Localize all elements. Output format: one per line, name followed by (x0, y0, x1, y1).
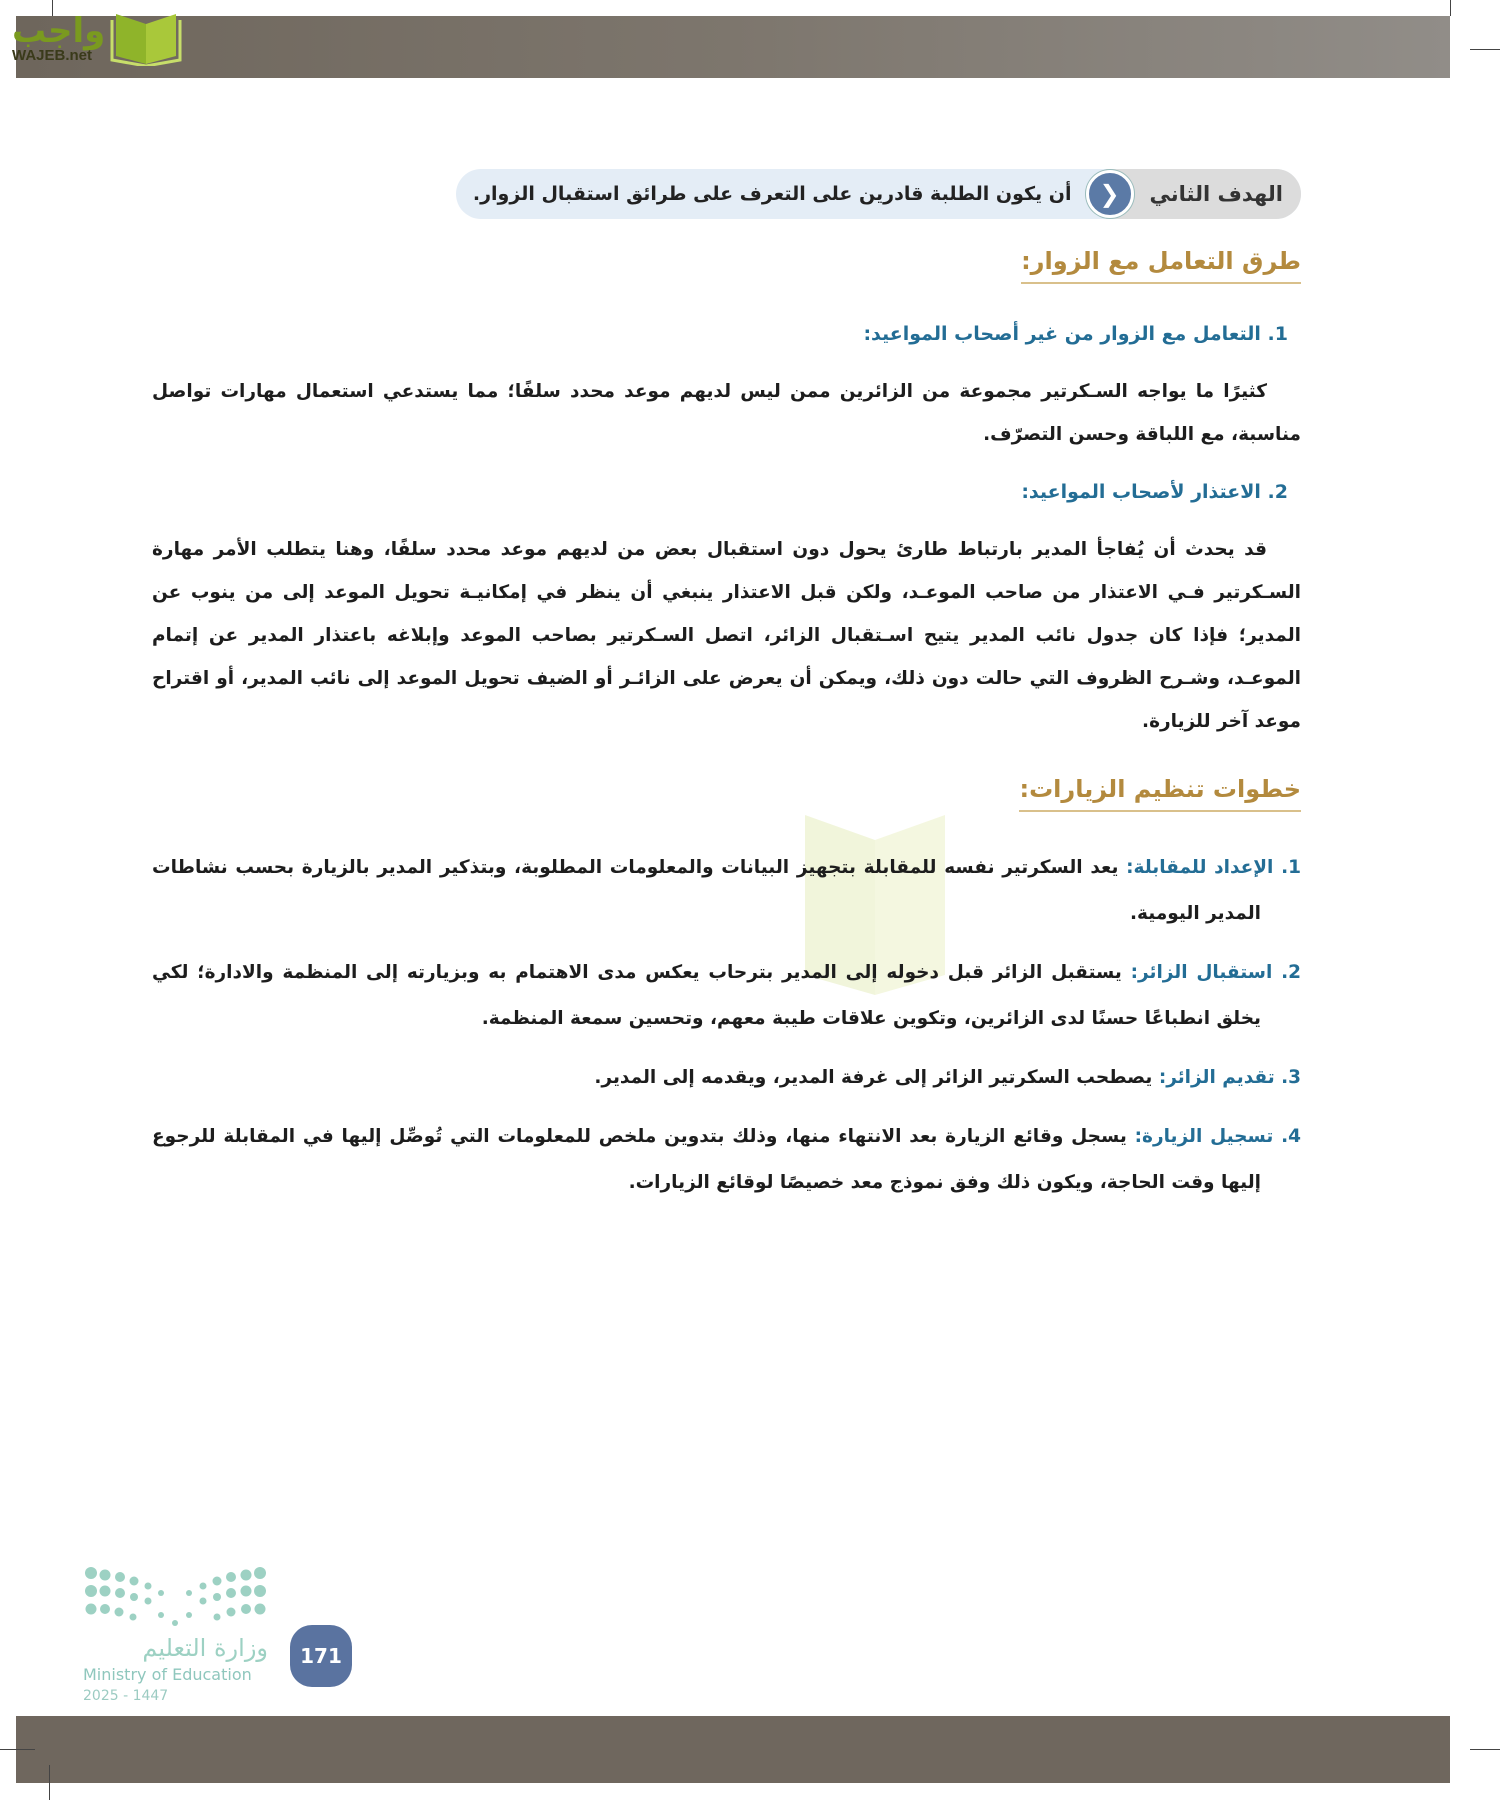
arrow-left-icon: ❮ (1086, 170, 1134, 218)
step-item (152, 845, 1301, 937)
step-key: 1. الإعداد للمقابلة: (1126, 857, 1301, 878)
step-text: يسجل وقائع الزيارة بعد الانتهاء منها، وذلك بتدوين ملخص للمعلومات التي تُوصِّل إليها في المقابلة للرجوع إليها وقت الحاجة، ويكون ذلك وفق نموذج معد خصيصًا لوقائع الزيارات. (152, 1126, 1261, 1193)
subheading: 2. الاعتذار لأصحاب المواعيد: (1021, 481, 1288, 503)
svg-text:واجب: واجب (12, 11, 106, 51)
svg-text:WAJEB.net: WAJEB.net (12, 47, 93, 64)
step-key: 4. تسجيل الزيارة: (1134, 1126, 1301, 1147)
step-item (152, 1114, 1301, 1206)
header-bar (16, 16, 1450, 78)
step-item (152, 1055, 1301, 1101)
main-content (152, 246, 1301, 1206)
crop-mark (1470, 49, 1500, 50)
crop-mark (1450, 0, 1451, 16)
goal-text: أن يكون الطلبة قادرين على التعرف على طرائق استقبال الزوار. (472, 183, 1072, 205)
ministry-name-en: Ministry of Education (83, 1665, 252, 1684)
edition-year: 2025 - 1447 (83, 1688, 169, 1704)
wajeb-logo (8, 4, 193, 66)
footer-bar (16, 1716, 1450, 1783)
step-item (152, 950, 1301, 1042)
step-text: يعد السكرتير نفسه للمقابلة بتجهيز البيانات والمعلومات المطلوبة، وبتذكير المدير بالزيارة بحسب نشاطات المدير اليومية. (152, 857, 1261, 924)
crop-mark (49, 1765, 50, 1800)
paragraph: كثيرًا ما يواجه السـكرتير مجموعة من الزائرين ممن ليس لديهم موعد محدد سلفًا؛ مما يستدعي استعمال مهارات تواصل مناسبة، مع اللباقة وحسن التصرّف. (152, 381, 1301, 445)
learning-goal-banner (456, 169, 1301, 219)
section-title: خطوات تنظيم الزيارات: (1019, 774, 1301, 812)
section-title: طرق التعامل مع الزوار: (1021, 246, 1301, 284)
step-key: 2. استقبال الزائر: (1130, 962, 1301, 983)
ministry-logo (83, 1563, 268, 1633)
step-text: يصطحب السكرتير الزائر إلى غرفة المدير، ويقدمه إلى المدير. (594, 1067, 1153, 1088)
goal-label: الهدف الثاني (1106, 169, 1301, 219)
paragraph: قد يحدث أن يُفاجأ المدير بارتباط طارئ يحول دون استقبال بعض من لديهم موعد محدد سلفًا، وهنا يتطلب الأمر مهارة السـكرتير فـي الاعتذار من صاحب الموعـد، ولكن قبل الاعتذار ينبغي أن ينظر في إمكانيـة تحويل الموعد إلى من ينوب عن المدير؛ فإذا كان جدول نائب المدير يتيح اسـتقبال الزائر، اتصل السـكرتير بصاحب الموعد وإبلاغه باعتذار المدير عن إتمام الموعـد، وشـرح الظروف التي حالت دون ذلك، ويمكن أن يعرض على الزائـر أو الضيف تحويل الموعد إلى نائب المدير، أو اقتراح موعد آخر للزيارة. (152, 539, 1301, 732)
page-number-badge: 171 (290, 1625, 352, 1687)
ministry-name-ar: وزارة التعليم (142, 1634, 268, 1662)
subheading: 1. التعامل مع الزوار من غير أصحاب المواعيد: (863, 323, 1288, 345)
crop-mark (0, 1749, 35, 1750)
step-key: 3. تقديم الزائر: (1158, 1067, 1301, 1088)
crop-mark (1470, 1749, 1500, 1750)
step-text: يستقبل الزائر قبل دخوله إلى المدير بترحاب يعكس مدى الاهتمام به وبزيارته إلى المنظمة والادارة؛ لكي يخلق انطباعًا حسنًا لدى الزائرين، وتكوين علاقات طيبة معهم، وتحسين سمعة المنظمة. (152, 962, 1261, 1029)
